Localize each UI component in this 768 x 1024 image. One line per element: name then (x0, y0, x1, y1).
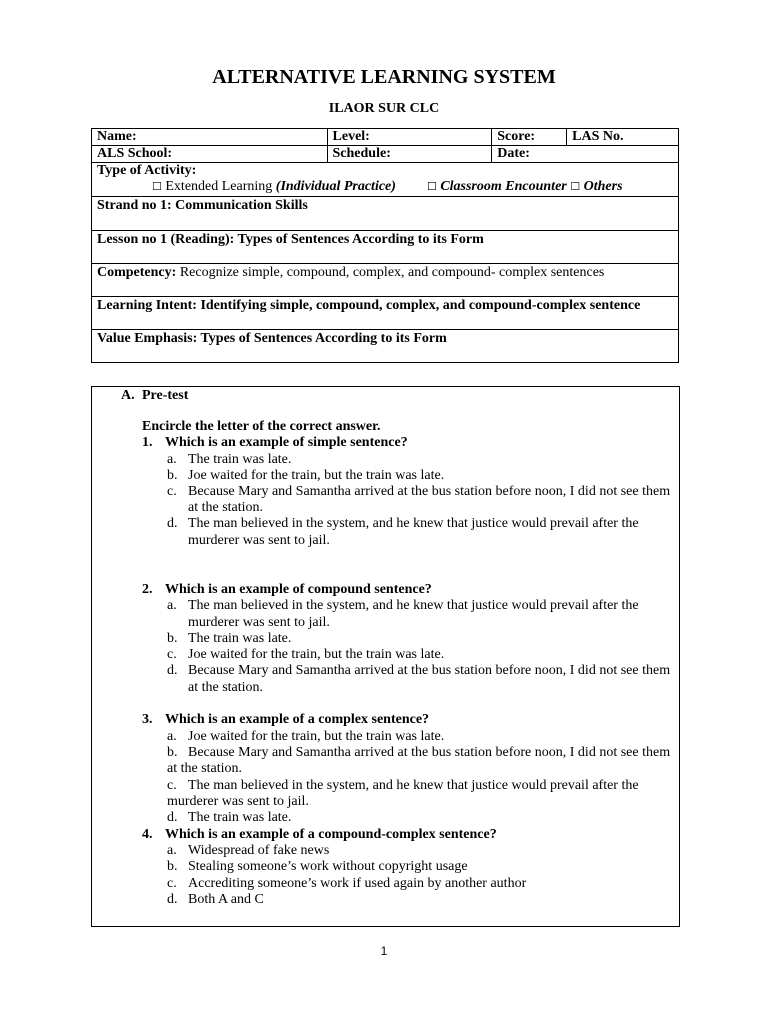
option-letter[interactable]: b. (167, 859, 178, 874)
info-row-learning-intent (92, 297, 679, 330)
option-letter[interactable]: d. (167, 516, 178, 531)
lesson-text: Lesson no 1 (Reading): Types of Sentences According to its Form (92, 231, 679, 264)
question-number: 4. (142, 827, 153, 842)
option-letter[interactable]: c. (167, 778, 177, 793)
question-2-text: Which is an example of compound sentence? (165, 582, 432, 597)
q3-option-d: The train was late. (188, 810, 292, 825)
las-no-field[interactable]: LAS No. (567, 129, 679, 146)
q1-option-d-cont: murderer was sent to jail. (188, 533, 330, 548)
q2-option-d-cont: at the station. (188, 680, 264, 695)
info-row-competency (92, 264, 679, 297)
info-table (91, 128, 679, 363)
section-letter: A. (121, 388, 135, 403)
option-letter[interactable]: b. (167, 468, 178, 483)
question-number: 2. (142, 582, 153, 597)
q2-option-b: The train was late. (188, 631, 292, 646)
activity-option-extended-detail: (Individual Practice) (275, 179, 396, 194)
strand-text: Strand no 1: Communication Skills (92, 197, 679, 231)
q4-option-a: Widespread of fake news (188, 843, 330, 858)
info-row-strand (92, 197, 679, 231)
q3-option-b: Because Mary and Samantha arrived at the bus station before noon, I did not see them (188, 745, 671, 760)
q1-option-c-cont: at the station. (188, 500, 264, 515)
date-field[interactable]: Date: (492, 146, 679, 163)
document-subtitle: ILAOR SUR CLC (328, 101, 440, 116)
activity-label: Type of Activity: (97, 163, 197, 178)
q3-option-c-cont: murderer was sent to jail. (167, 794, 309, 809)
checkbox-icon[interactable]: ☐ (426, 180, 437, 193)
question-number: 1. (142, 435, 153, 450)
q2-option-a: The man believed in the system, and he knew that justice would prevail after the (188, 598, 639, 613)
activity-option-classroom[interactable]: Classroom Encounter (440, 179, 567, 194)
pretest-box (91, 386, 680, 927)
question-3-text: Which is an example of a complex sentence? (165, 712, 430, 727)
info-row-name (92, 129, 679, 146)
q2-option-d: Because Mary and Samantha arrived at the bus station before noon, I did not see them (188, 663, 671, 678)
option-letter[interactable]: a. (167, 452, 177, 467)
document-title: ALTERNATIVE LEARNING SYSTEM (212, 66, 556, 88)
option-letter[interactable]: c. (167, 876, 177, 891)
option-letter[interactable]: d. (167, 892, 178, 907)
level-field[interactable]: Level: (327, 129, 492, 146)
q3-option-c: The man believed in the system, and he knew that justice would prevail after the (188, 778, 639, 793)
name-field[interactable]: Name: (92, 129, 328, 146)
q3-option-a: Joe waited for the train, but the train was late. (188, 729, 445, 744)
schedule-field[interactable]: Schedule: (327, 146, 492, 163)
option-letter[interactable]: a. (167, 843, 177, 858)
instruction-text: Encircle the letter of the correct answer. (142, 419, 381, 434)
learning-intent-text: Learning Intent: Identifying simple, compound, complex, and compound-complex sentence (92, 297, 679, 330)
q1-option-b: Joe waited for the train, but the train was late. (188, 468, 445, 483)
info-row-value-emphasis (92, 330, 679, 363)
q4-option-d: Both A and C (188, 892, 264, 907)
competency-text: Recognize simple, compound, complex, and compound- complex sentences (179, 265, 605, 280)
als-school-field[interactable]: ALS School: (92, 146, 328, 163)
option-letter[interactable]: c. (167, 647, 177, 662)
option-letter[interactable]: d. (167, 810, 178, 825)
value-emphasis-text: Value Emphasis: Types of Sentences According to its Form (92, 330, 679, 363)
q2-option-a-cont: murderer was sent to jail. (188, 615, 330, 630)
option-letter[interactable]: b. (167, 631, 178, 646)
q2-option-c: Joe waited for the train, but the train was late. (188, 647, 445, 662)
info-row-activity (92, 163, 679, 197)
checkbox-icon[interactable]: ☐ (152, 180, 162, 193)
q1-option-d: The man believed in the system, and he knew that justice would prevail after the (188, 516, 639, 531)
section-title: Pre-test (142, 388, 189, 403)
activity-option-extended[interactable]: Extended Learning (165, 179, 273, 194)
competency-label: Competency: (97, 265, 177, 280)
checkbox-icon[interactable]: ☐ (570, 180, 581, 193)
option-letter[interactable]: b. (167, 745, 178, 760)
q4-option-c: Accrediting someone’s work if used again by another author (188, 876, 527, 891)
info-row-school (92, 146, 679, 163)
q1-option-c: Because Mary and Samantha arrived at the bus station before noon, I did not see them (188, 484, 671, 499)
q1-option-a: The train was late. (188, 452, 292, 467)
option-letter[interactable]: d. (167, 663, 178, 678)
score-field[interactable]: Score: (492, 129, 567, 146)
question-number: 3. (142, 712, 153, 727)
q3-option-b-cont: at the station. (167, 761, 243, 776)
q4-option-b: Stealing someone’s work without copyright usage (188, 859, 468, 874)
activity-option-others[interactable]: Others (583, 179, 623, 194)
question-4-text: Which is an example of a compound-complex sentence? (165, 827, 497, 842)
info-row-lesson (92, 231, 679, 264)
option-letter[interactable]: a. (167, 598, 177, 613)
option-letter[interactable]: a. (167, 729, 177, 744)
page-number: 1 (380, 944, 388, 958)
question-1-text: Which is an example of simple sentence? (165, 435, 408, 450)
option-letter[interactable]: c. (167, 484, 177, 499)
